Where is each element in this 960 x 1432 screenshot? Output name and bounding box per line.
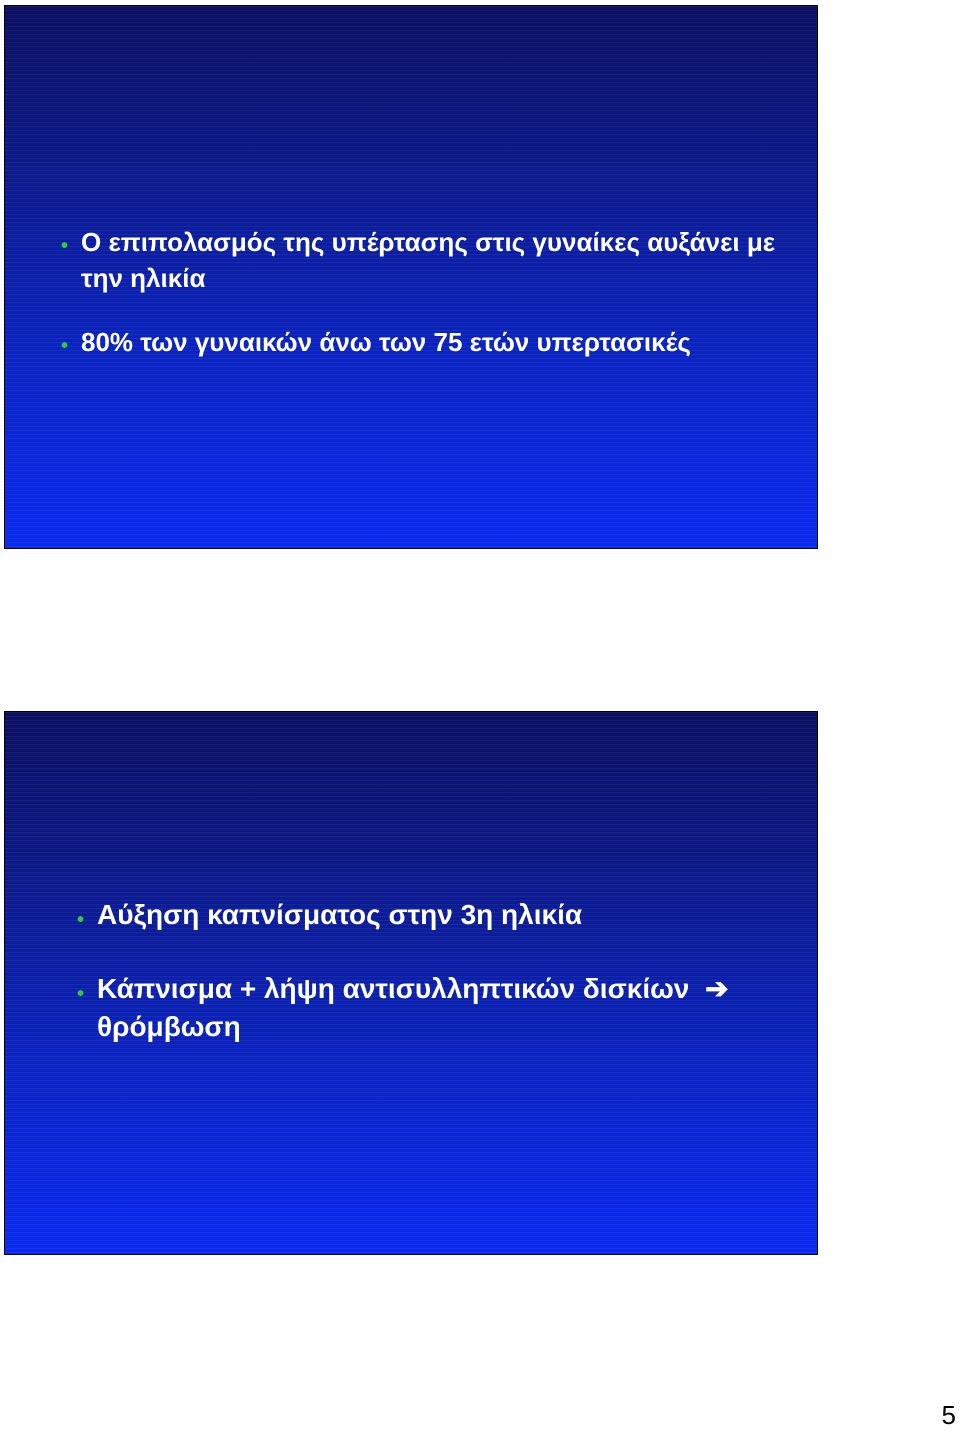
bullet-icon: • (61, 335, 69, 357)
bullet-icon: • (77, 909, 85, 931)
bullet-text: Ο επιπολασμός της υπέρτασης στις γυναίκες αυξάνει με την ηλικία (81, 227, 776, 293)
bullet-text-continuation: θρόμβωση (97, 1011, 241, 1042)
bullet-icon: • (77, 983, 85, 1005)
bullet-icon: • (61, 235, 69, 257)
bullet-text: 80% των γυναικών άνω των 75 ετών υπερτασικές (81, 327, 691, 357)
slide-2-bullet-list (77, 896, 807, 1046)
bullet-text: Κάπνισμα + λήψη αντισυλληπτικών δισκίων (97, 973, 690, 1004)
slide-2-bullet-2 (77, 970, 807, 1046)
slide-1-bullet-2 (61, 324, 801, 360)
slide-1-bullet-list (61, 224, 801, 360)
bullet-text: Αύξηση καπνίσματος στην 3η ηλικία (97, 899, 583, 930)
page-number: 5 (941, 1400, 956, 1430)
slide-1 (4, 5, 818, 549)
slide-2 (4, 711, 818, 1255)
slide-1-bullet-1 (61, 224, 801, 296)
slide-2-bullet-1 (77, 896, 807, 934)
right-arrow-icon: ➔ (705, 973, 729, 1004)
